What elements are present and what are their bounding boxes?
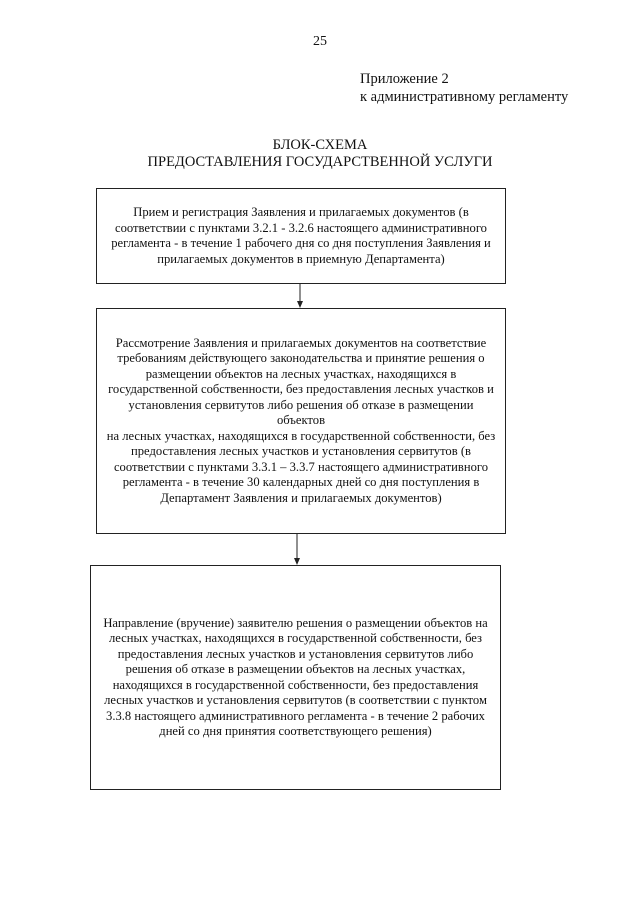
step-text-line: находящихся в государственной собственности, без предоставления — [112, 677, 479, 692]
step-text-line: Департамент Заявления и прилагаемых документов) — [160, 490, 442, 505]
step-text-line: соответствии с пунктами 3.2.1 - 3.2.6 настоящего административного — [115, 220, 487, 235]
flow-step-2-box — [96, 308, 506, 534]
step-text-line: установления сервитутов либо решения об отказе в размещении объектов — [128, 397, 474, 428]
step-text-line: регламента - в течение 30 календарных дней со дня поступления в — [122, 475, 480, 490]
step-text-line: Направление (вручение) заявителю решения о размещении объектов на — [103, 615, 488, 630]
appendix-reference — [360, 70, 630, 106]
flow-arrow-1-icon — [292, 284, 308, 309]
flow-step-3-box — [90, 565, 501, 790]
step-text-line: Рассмотрение Заявления и прилагаемых документов на соответствие — [115, 335, 487, 350]
page-number: 25 — [313, 34, 327, 49]
flow-step-1-text — [111, 205, 491, 267]
step-text-line: Прием и регистрация Заявления и прилагаемых документов (в — [133, 205, 469, 219]
appendix-line-1: Приложение 2 — [360, 71, 449, 87]
step-text-line: прилагаемых документов в приемную Департамента) — [157, 251, 445, 266]
step-text-line: предоставления лесных участков и установления сервитутов (в — [131, 444, 471, 459]
flow-step-2-text — [105, 336, 497, 507]
step-text-line: требованиям действующего законодательства и принятие решения о — [117, 351, 485, 366]
flow-arrow-2-icon — [289, 534, 305, 566]
flow-step-1-box — [96, 188, 506, 284]
step-text-line: регламента - в течение 1 рабочего дня со дня поступления Заявления и — [111, 236, 491, 250]
step-text-line: лесных участков и установления сервитутов (в соответствии с пунктом — [104, 693, 487, 707]
step-text-line: размещении объектов на лесных участках, находящихся в — [145, 366, 457, 381]
step-text-line: соответствии с пунктами 3.3.1 – 3.3.7 настоящего административного — [113, 459, 489, 474]
step-text-line: государственной собственности, без предоставления лесных участков и — [108, 382, 494, 397]
appendix-line-2: к административному регламенту — [360, 89, 569, 105]
step-text-line: 3.3.8 настоящего административного регламента - в течение 2 рабочих — [106, 708, 485, 723]
step-text-line: дней со дня принятия соответствующего решения) — [159, 724, 432, 738]
step-text-line: лесных участках, находящихся в государственной собственности, без — [108, 631, 483, 645]
flow-step-3-text — [103, 616, 487, 740]
title-line-1: БЛОК-СХЕМА — [272, 137, 368, 153]
step-text-line: предоставления лесных участков и установления сервитутов либо — [117, 646, 474, 661]
step-text-line: на лесных участках, находящихся в государственной собственности, без — [106, 428, 496, 443]
document-title — [0, 137, 640, 171]
title-line-2: ПРЕДОСТАВЛЕНИЯ ГОСУДАРСТВЕННОЙ УСЛУГИ — [147, 154, 493, 170]
step-text-line: решения об отказе в размещении объектов на лесных участках, — [125, 662, 466, 676]
